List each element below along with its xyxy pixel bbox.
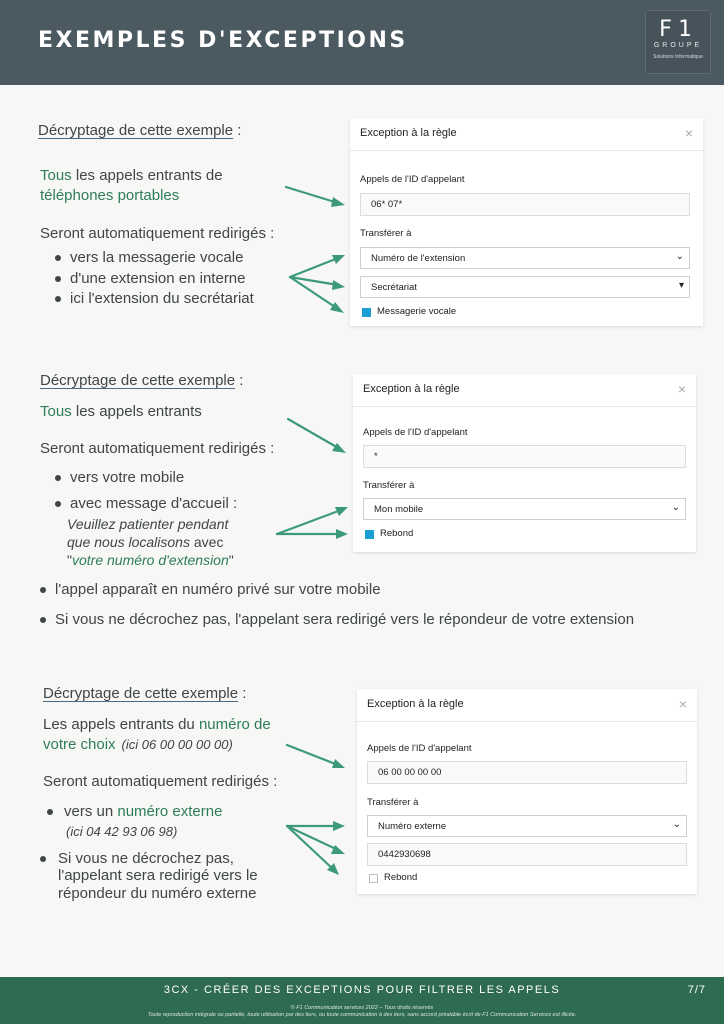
arrowhead (327, 863, 339, 875)
page-header (0, 0, 724, 85)
divider (357, 721, 697, 722)
bullet-dot (55, 501, 61, 507)
company-logo (645, 10, 711, 74)
close-icon[interactable]: × (677, 381, 686, 397)
arrow (287, 745, 338, 765)
section1-bullet-1: vers la messagerie vocale (70, 249, 244, 266)
close-icon[interactable]: × (684, 125, 693, 141)
footer-disclaimer: Toute reproduction intégrale ou partielle, toute utilisation par des tiers, ou toute communication à des tiers, sans accord préalable écrit de F1 Communication Services est illicite. (147, 1012, 577, 1018)
rebound-checkbox-label: Rebond (380, 528, 414, 539)
section3-redirect-label: Seront automatiquement redirigés : (43, 773, 278, 790)
arrowhead (331, 845, 345, 854)
dialog-title: Exception à la règle (363, 383, 460, 395)
rebound-checkbox[interactable] (365, 530, 374, 539)
section3-intro-line2: votre choix (ici 06 00 00 00 00) (43, 736, 233, 753)
dialog-title: Exception à la règle (360, 127, 457, 139)
arrow (286, 187, 338, 203)
section2-message-line2: que nous localisons avec (67, 534, 224, 550)
page-title: EXEMPLES D'EXCEPTIONS (38, 28, 408, 53)
footer-copyright: © F1 Communication services 2022 – Tous droits réservés (290, 1005, 434, 1011)
arrow (290, 258, 338, 277)
exception-dialog-1 (350, 118, 703, 326)
voicemail-checkbox-label: Messagerie vocale (377, 306, 457, 317)
section2-heading: Décryptage de cette exemple : (40, 372, 244, 389)
arrowhead (332, 443, 346, 453)
external-number-input[interactable]: 0442930698 (367, 843, 687, 866)
arrowhead (335, 507, 348, 516)
bullet-dot (55, 475, 61, 481)
section1-heading: Décryptage de cette exemple : (38, 122, 242, 139)
transfer-label: Transférer à (363, 480, 415, 491)
bullet-dot (55, 255, 61, 261)
rebound-checkbox[interactable] (369, 874, 378, 883)
arrowhead (332, 759, 345, 768)
close-icon[interactable]: × (678, 696, 687, 712)
section1-bullet-3: ici l'extension du secrétariat (70, 290, 254, 307)
arrowhead (332, 255, 345, 264)
rebound-checkbox-label: Rebond (384, 872, 418, 883)
bullet-dot (40, 617, 46, 623)
page-footer (0, 977, 724, 1024)
arrow (277, 510, 341, 534)
transfer-select[interactable]: Mon mobile ⌄ (363, 498, 686, 520)
section1-intro-line2: téléphones portables (40, 187, 180, 204)
bullet-dot (55, 296, 61, 302)
arrow (290, 277, 338, 285)
caller-id-label: Appels de l'ID d'appelant (363, 427, 468, 438)
transfer-label: Transférer à (367, 797, 419, 808)
section1-intro-line1: Tous les appels entrants de (40, 167, 223, 184)
transfer-select[interactable]: Numéro de l'extension ⌄ (360, 247, 690, 269)
caller-id-input[interactable]: 06 00 00 00 00 (367, 761, 687, 784)
caller-id-label: Appels de l'ID d'appelant (360, 174, 465, 185)
exception-dialog-3 (357, 689, 697, 894)
caller-id-label: Appels de l'ID d'appelant (367, 743, 472, 754)
section2-redirect-label: Seront automatiquement redirigés : (40, 440, 275, 457)
section1-redirect-label: Seront automatiquement redirigés : (40, 225, 275, 242)
section3-bullet-1-note: (ici 04 42 93 06 98) (66, 824, 178, 839)
caller-id-input[interactable]: 06* 07* (360, 193, 690, 216)
section2-intro: Tous les appels entrants (40, 403, 202, 420)
section3-bullet-2-line2: l'appelant sera redirigé vers le (58, 867, 258, 884)
section2-bullet-3: l'appel apparaît en numéro privé sur votre mobile (55, 581, 381, 598)
section3-heading: Décryptage de cette exemple : (43, 685, 247, 702)
section2-bullet-1: vers votre mobile (70, 469, 185, 486)
dialog-title: Exception à la règle (367, 698, 464, 710)
arrow (288, 419, 340, 449)
page-number: 7/7 (687, 984, 706, 996)
chevron-down-icon: ⌄ (671, 502, 680, 513)
arrowhead (333, 821, 345, 831)
voicemail-checkbox[interactable] (362, 308, 371, 317)
footer-title: 3CX - CRÉER DES EXCEPTIONS POUR FILTRER LES APPELS (163, 984, 561, 996)
caller-id-input[interactable]: * (363, 445, 686, 468)
divider (353, 406, 696, 407)
divider (350, 150, 703, 151)
exception-dialog-2 (353, 374, 696, 552)
logo-subtitle: Solutions Informatique (653, 54, 703, 60)
chevron-down-icon: ⌄ (675, 251, 684, 262)
bullet-dot (55, 276, 61, 282)
arrowhead (332, 280, 345, 290)
arrow (287, 826, 338, 850)
arrow (290, 277, 338, 309)
arrowhead (330, 302, 344, 313)
chevron-down-icon: ▾ (678, 280, 684, 291)
section1-bullet-2: d'une extension en interne (70, 270, 246, 287)
section2-bullet-2: avec message d'accueil : (70, 495, 238, 512)
section3-bullet-2-line1: Si vous ne décrochez pas, (58, 850, 234, 867)
arrow (287, 826, 334, 870)
transfer-select[interactable]: Numéro externe ⌄ (367, 815, 687, 837)
arrowhead (336, 529, 348, 539)
bullet-dot (40, 856, 46, 862)
bullet-dot (40, 587, 46, 593)
chevron-down-icon: ⌄ (672, 819, 681, 830)
section2-message-line3: "votre numéro d'extension" (67, 552, 234, 568)
arrowhead (331, 197, 345, 207)
transfer-label: Transférer à (360, 228, 412, 239)
section3-bullet-2-line3: répondeur du numéro externe (58, 885, 257, 902)
bullet-dot (47, 809, 53, 815)
section3-bullet-1: vers un numéro externe (64, 803, 223, 820)
extension-select[interactable]: Secrétariat ▾ (360, 276, 690, 298)
section2-bullet-4: Si vous ne décrochez pas, l'appelant sera redirigé vers le répondeur de votre extension (55, 611, 635, 628)
logo-mark: F1 (658, 17, 698, 42)
section2-message-line1: Veuillez patienter pendant (67, 516, 229, 532)
section3-intro-line1: Les appels entrants du numéro de (43, 716, 271, 733)
logo-groupe: GROUPE (653, 42, 703, 49)
